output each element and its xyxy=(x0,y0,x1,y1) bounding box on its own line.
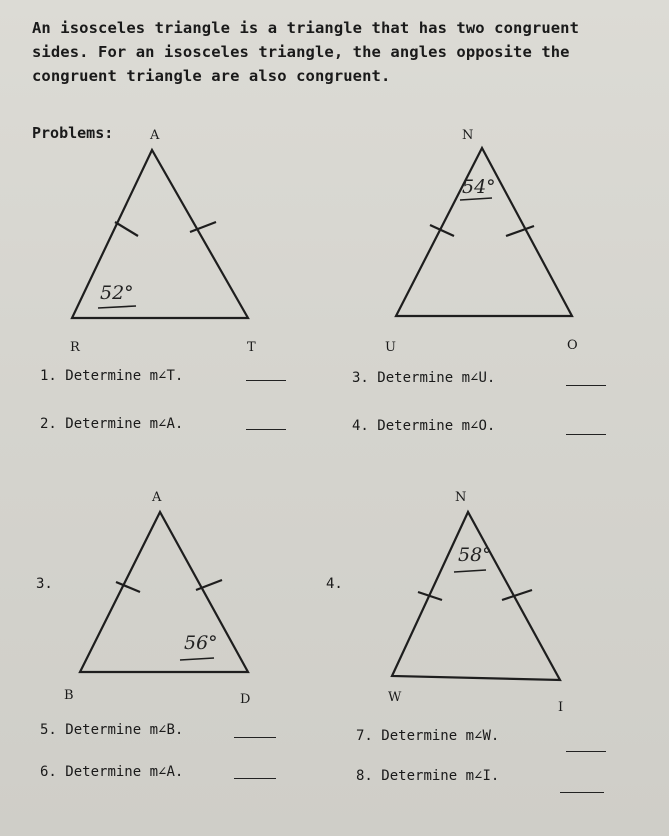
answer-blank-7[interactable] xyxy=(566,751,606,752)
intro-line: An isosceles triangle is a triangle that has two congruent xyxy=(32,19,580,37)
vertex-label: A xyxy=(150,128,160,143)
question-text: Determine m∠W. xyxy=(381,728,500,744)
intro-line: sides. For an isosceles triangle, the angles opposite the xyxy=(32,43,570,61)
vertex-label: R xyxy=(70,340,80,355)
angle-label: 56° xyxy=(184,632,218,654)
question-6 xyxy=(40,764,183,780)
intro-line: congruent triangle are also congruent. xyxy=(32,67,391,85)
question-number: 2. xyxy=(40,416,57,432)
question-text: Determine m∠I. xyxy=(381,768,500,784)
vertex-label: O xyxy=(567,338,578,353)
question-number: 7. xyxy=(356,728,373,744)
answer-blank-8[interactable] xyxy=(560,792,604,793)
question-text: Determine m∠A. xyxy=(65,416,184,432)
question-7 xyxy=(356,728,499,744)
question-text: Determine m∠O. xyxy=(377,418,496,434)
angle-label: 52° xyxy=(100,282,134,304)
vertex-label: D xyxy=(240,692,251,707)
vertex-label: T xyxy=(247,340,256,355)
question-number: 3. xyxy=(352,370,369,386)
angle-label: 58° xyxy=(458,544,492,566)
vertex-label: N xyxy=(462,128,474,143)
angle-label: 54° xyxy=(462,176,496,198)
vertex-label: N xyxy=(455,490,467,505)
question-number: 5. xyxy=(40,722,57,738)
vertex-label: I xyxy=(558,700,564,715)
question-5 xyxy=(40,722,183,738)
answer-blank-6[interactable] xyxy=(234,778,276,779)
vertex-label: A xyxy=(152,490,162,505)
figure-number: 4. xyxy=(326,576,343,592)
question-text: Determine m∠T. xyxy=(65,368,184,384)
answer-blank-5[interactable] xyxy=(234,737,276,738)
problems-heading: Problems: xyxy=(32,124,114,142)
question-number: 6. xyxy=(40,764,57,780)
question-text: Determine m∠A. xyxy=(65,764,184,780)
vertex-label: W xyxy=(388,690,402,705)
vertex-label: U xyxy=(385,340,396,355)
question-number: 1. xyxy=(40,368,57,384)
question-text: Determine m∠U. xyxy=(377,370,496,386)
question-8 xyxy=(356,768,499,784)
question-number: 4. xyxy=(352,418,369,434)
vertex-label: B xyxy=(64,688,74,703)
figure-number: 3. xyxy=(36,576,53,592)
question-text: Determine m∠B. xyxy=(65,722,184,738)
question-number: 8. xyxy=(356,768,373,784)
